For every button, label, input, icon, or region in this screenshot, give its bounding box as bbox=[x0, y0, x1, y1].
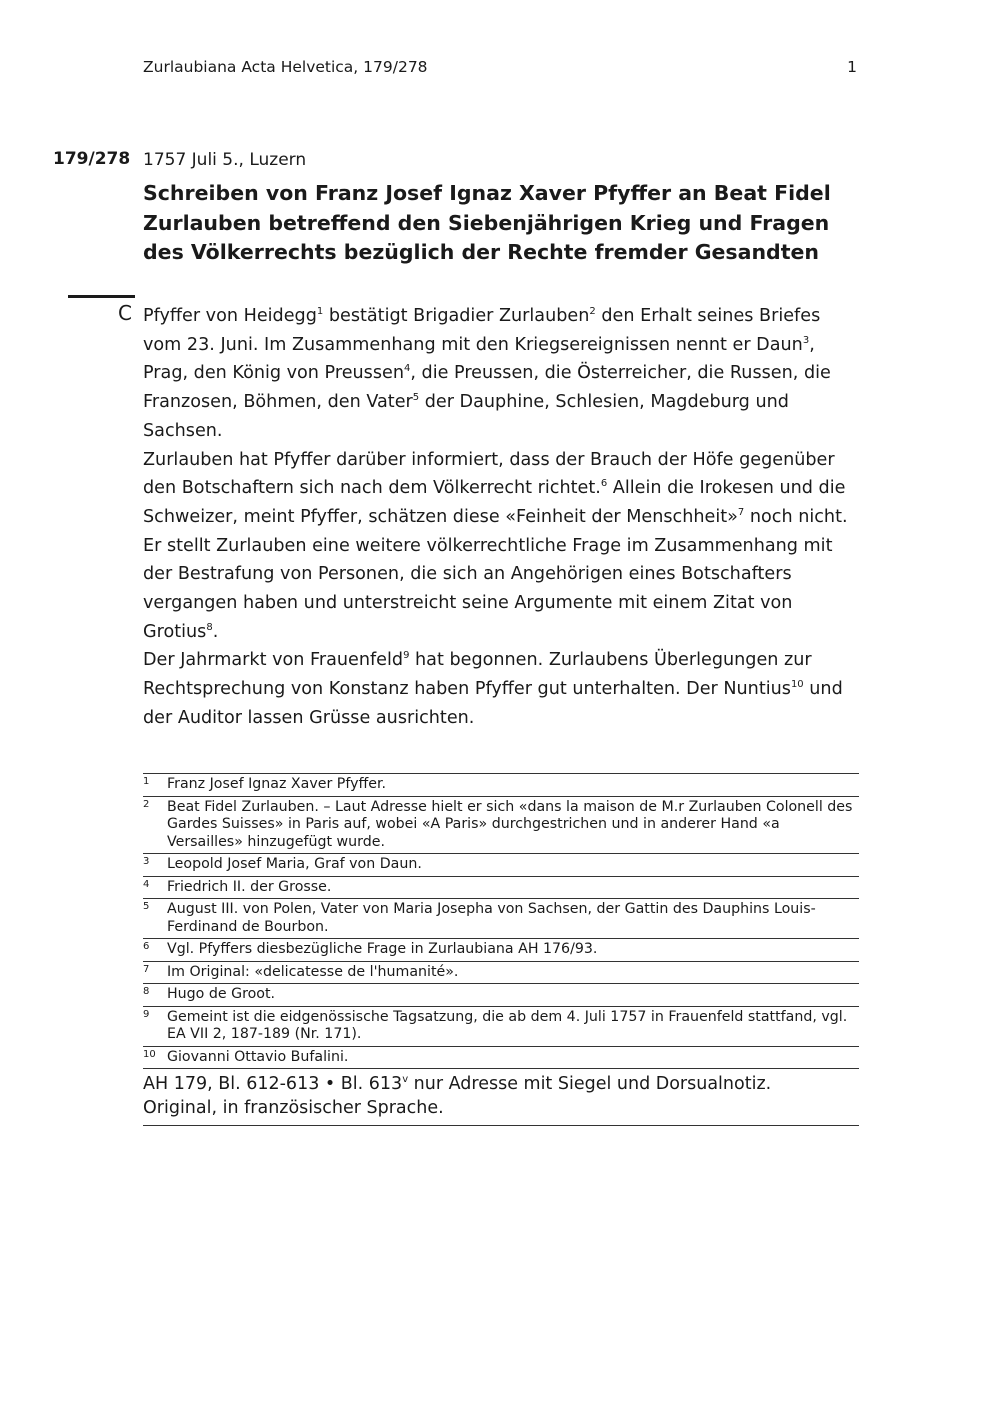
footnote-text: Gemeint ist die eidgenössische Tagsatzung, die ab dem 4. Juli 1757 in Frauenfeld stattfand, vgl. EA VII 2, 187-189 (Nr. 171). bbox=[167, 1008, 848, 1042]
footnote bbox=[143, 961, 859, 984]
footnote-number: 8 bbox=[143, 986, 150, 997]
summary-text: Pfyffer von Heidegg bbox=[143, 306, 317, 326]
verso-mark: v bbox=[402, 1074, 409, 1085]
summary-text: und der Auditor lassen Grüsse ausrichten. bbox=[143, 679, 843, 728]
category-marker: C bbox=[118, 301, 132, 325]
footnote-ref-2[interactable]: 2 bbox=[589, 306, 596, 317]
footnote-number: 4 bbox=[143, 878, 150, 890]
summary-text: Der Jahrmarkt von Frauenfeld bbox=[143, 650, 404, 671]
summary-paragraph-3 bbox=[143, 646, 863, 732]
footnote-number: 7 bbox=[143, 963, 150, 975]
page-number: 1 bbox=[847, 58, 857, 76]
footnote-number: 3 bbox=[143, 856, 150, 867]
running-head bbox=[143, 58, 859, 76]
summary-text: der Dauphine, Schlesien, Magdeburg und Sachsen. bbox=[143, 392, 789, 441]
summary-text: noch nicht. Er stellt Zurlauben eine weitere völkerrechtliche Frage im Zusammenhang mit der Bestrafung von Personen, die sich an Angehörigen eines Botschafters vergangen haben und unterstreicht seine Argumente mit einem Zitat von Grotius bbox=[143, 506, 848, 642]
summary-paragraph-1 bbox=[143, 302, 863, 446]
footnote-ref-8[interactable]: 8 bbox=[206, 621, 213, 633]
footnote-number: 6 bbox=[143, 941, 150, 952]
summary bbox=[143, 302, 863, 733]
source-text: AH 179, Bl. 612-613 • Bl. 613 bbox=[143, 1074, 403, 1094]
footnote bbox=[143, 876, 859, 899]
running-title: Zurlaubiana Acta Helvetica, 179/278 bbox=[143, 58, 428, 76]
summary-text: , die Preussen, die Österreicher, die Russen, die Franzosen, Böhmen, den Vater bbox=[143, 363, 831, 413]
footnote bbox=[143, 1046, 859, 1069]
summary-text: , Prag, den König von Preussen bbox=[143, 334, 815, 384]
footnote-ref-4[interactable]: 4 bbox=[403, 363, 411, 375]
footnote-text: Vgl. Pfyffers diesbezügliche Frage in Zurlaubiana AH 176/93. bbox=[167, 941, 598, 957]
footnote-text: Hugo de Groot. bbox=[167, 986, 276, 1002]
footnote-number: 9 bbox=[143, 1008, 150, 1020]
summary-text: Zurlauben hat Pfyffer darüber informiert, dass der Brauch der Höfe gegenüber den Botschaftern sich nach dem Völkerrecht richtet. bbox=[143, 449, 835, 499]
source-line-2: Original, in französischer Sprache. bbox=[143, 1098, 444, 1118]
section-rule bbox=[68, 295, 135, 298]
summary-text: bestätigt Brigadier Zurlauben bbox=[323, 306, 590, 326]
footnote-number: 1 bbox=[143, 776, 150, 787]
summary-text: . bbox=[212, 621, 219, 642]
source-note bbox=[143, 1069, 859, 1126]
footnote-ref-3[interactable]: 3 bbox=[802, 334, 810, 346]
footnote-ref-6[interactable]: 6 bbox=[600, 478, 608, 490]
footnote bbox=[143, 796, 859, 854]
summary-text: den Erhalt seines Briefes vom 23. Juni. Im Zusammenhang mit den Kriegsereignissen nennt er Daun bbox=[143, 306, 821, 355]
footnote-text: Im Original: «delicatesse de l'humanité». bbox=[167, 963, 459, 980]
summary-text: hat begonnen. Zurlaubens Überlegungen zur Rechtsprechung von Konstanz haben Pfyffer gut unterhalten. Der Nuntius bbox=[143, 650, 812, 700]
footnote-number: 5 bbox=[143, 901, 150, 912]
footnote-ref-1[interactable]: 1 bbox=[316, 306, 324, 317]
source-line-1 bbox=[143, 1072, 859, 1096]
footnote-ref-10[interactable]: 10 bbox=[790, 679, 804, 691]
footnote bbox=[143, 1006, 859, 1046]
footnotes bbox=[143, 773, 859, 1126]
footnote-text: Beat Fidel Zurlauben. – Laut Adresse hielt er sich «dans la maison de M.r Zurlauben Colonell des Gardes Suisses» in Paris auf, wobei «A Paris» durchgestrichen und in anderer Hand «a Versailles» hinzugefügt wurde. bbox=[167, 798, 853, 850]
source-text: nur Adresse mit Siegel und Dorsualnotiz. bbox=[408, 1074, 772, 1094]
footnote bbox=[143, 938, 859, 961]
footnote-text: Friedrich II. der Grosse. bbox=[167, 878, 332, 895]
footnote bbox=[143, 773, 859, 796]
footnote-number: 10 bbox=[143, 1048, 156, 1060]
footnote bbox=[143, 898, 859, 938]
summary-paragraph-2 bbox=[143, 446, 863, 647]
summary-text: Allein die Irokesen und die Schweizer, meint Pfyffer, schätzen diese «Feinheit der Menschheit» bbox=[143, 478, 846, 527]
footnote-text: Leopold Josef Maria, Graf von Daun. bbox=[167, 856, 422, 872]
footnote-ref-7[interactable]: 7 bbox=[737, 506, 745, 518]
footnote-ref-5[interactable]: 5 bbox=[412, 392, 420, 404]
entry-id: 179/278 bbox=[53, 149, 131, 169]
footnote bbox=[143, 983, 859, 1006]
footnote-text: Giovanni Ottavio Bufalini. bbox=[167, 1048, 349, 1065]
entry-date-place: 1757 Juli 5., Luzern bbox=[143, 150, 307, 170]
footnote bbox=[143, 853, 859, 876]
footnote-text: Franz Josef Ignaz Xaver Pfyffer. bbox=[167, 776, 387, 792]
footnote-number: 2 bbox=[143, 798, 150, 810]
footnote-text: August III. von Polen, Vater von Maria Josepha von Sachsen, der Gattin des Dauphins Louis-Ferdinand de Bourbon. bbox=[167, 901, 816, 935]
entry-title: Schreiben von Franz Josef Ignaz Xaver Pfyffer an Beat Fidel Zurlauben betreffend den Siebenjährigen Krieg und Fragen des Völkerrechts bezüglich der Rechte fremder Gesandten bbox=[143, 181, 831, 264]
footnote-ref-9[interactable]: 9 bbox=[403, 650, 410, 662]
